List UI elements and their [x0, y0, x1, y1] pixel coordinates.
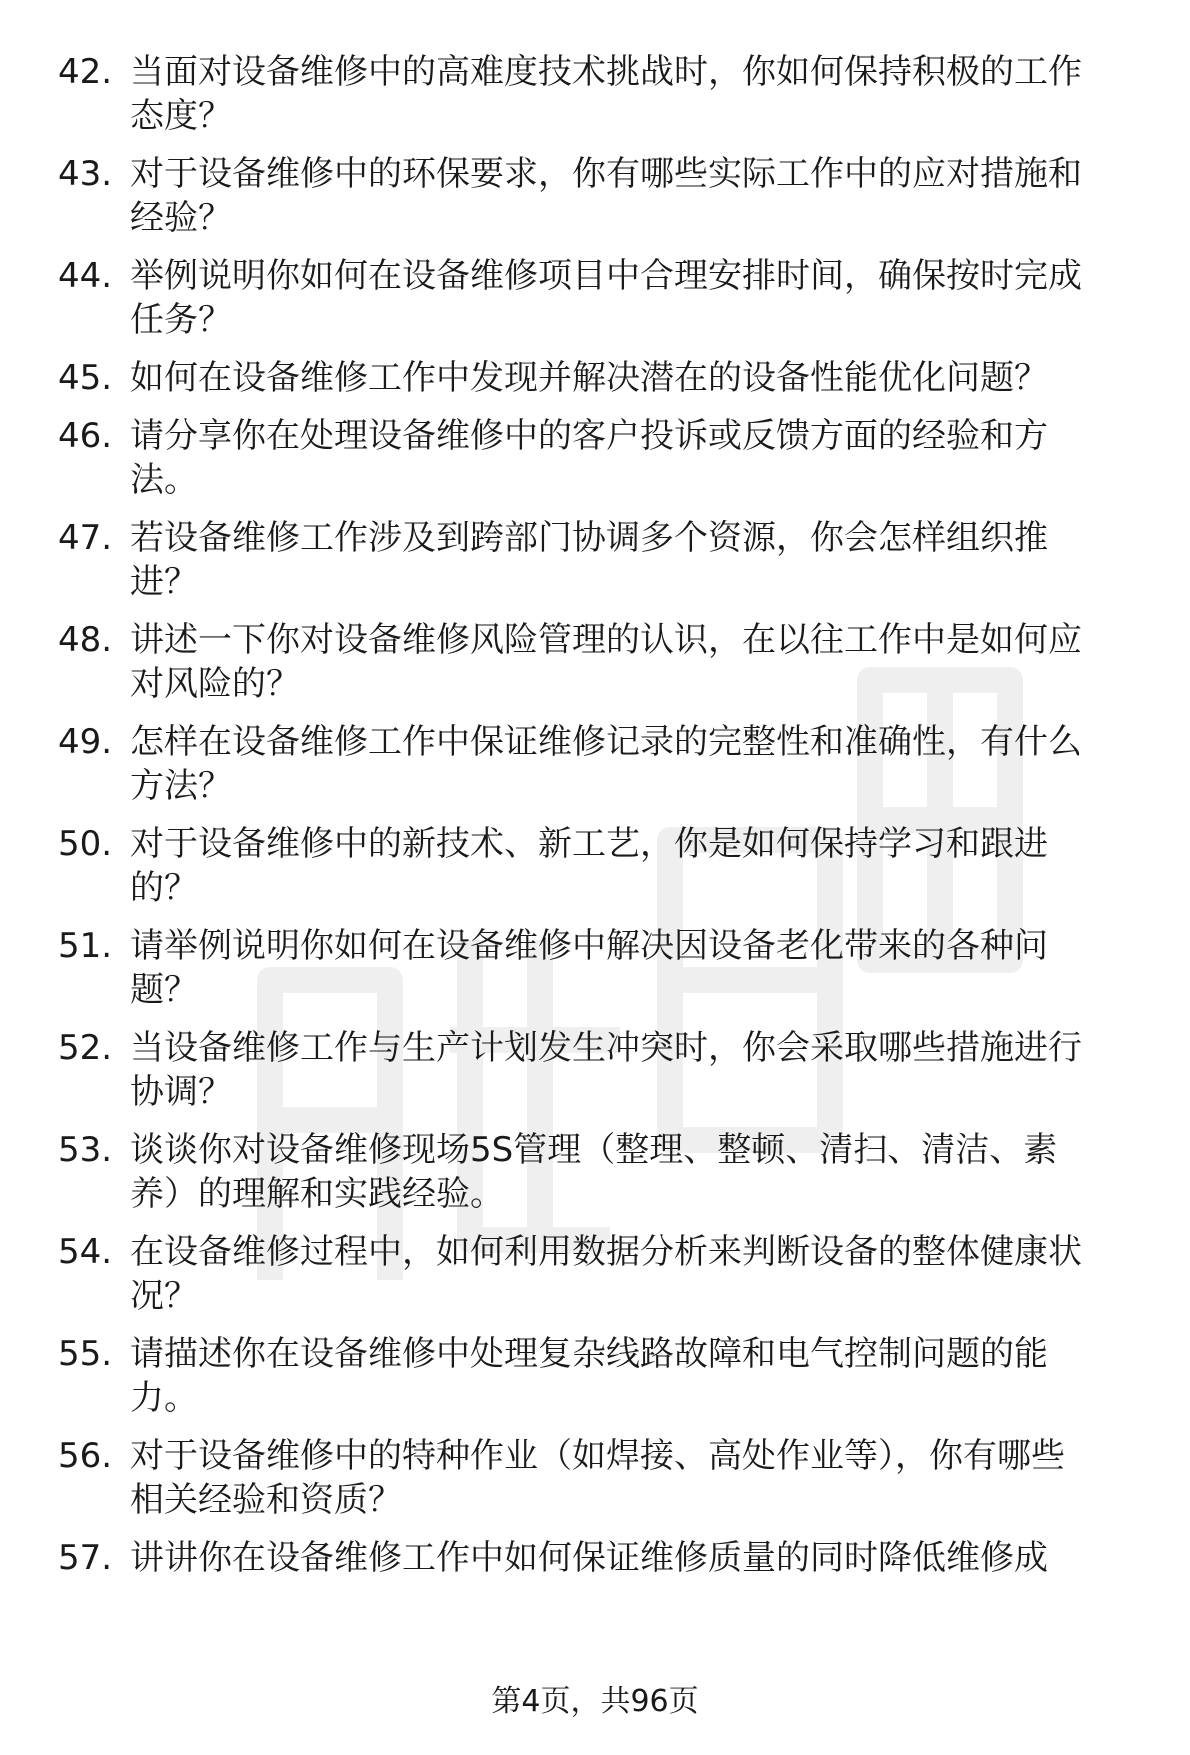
question-number: 44. [58, 256, 113, 296]
question-number: 46. [58, 416, 113, 456]
question-item [58, 152, 1148, 240]
question-text [130, 1332, 1148, 1420]
question-text-line: 养）的理解和实践经验。 [130, 1174, 504, 1214]
question-text [130, 1128, 1148, 1216]
question-text-line: 相关经验和资质？ [130, 1480, 402, 1520]
question-text [130, 152, 1148, 240]
question-text-line: 在设备维修过程中，如何利用数据分析来判断设备的整体健康状 [130, 1232, 1082, 1272]
question-list [58, 50, 1148, 1594]
question-item [58, 924, 1148, 1012]
question-number: 54. [58, 1232, 113, 1272]
question-number: 55. [58, 1334, 113, 1374]
question-number: 45. [58, 358, 113, 398]
question-text [130, 516, 1148, 604]
question-text-line: 谈谈你对设备维修现场5S管理（整理、整顿、清扫、清洁、素 [130, 1130, 1058, 1170]
question-text-line: 请举例说明你如何在设备维修中解决因设备老化带来的各种问 [130, 926, 1048, 966]
question-text [130, 1434, 1148, 1522]
question-text [130, 1536, 1148, 1580]
question-text-line: 进？ [130, 562, 198, 602]
question-number: 57. [58, 1538, 113, 1578]
question-text-line: 请分享你在处理设备维修中的客户投诉或反馈方面的经验和方 [130, 416, 1048, 456]
question-text-line: 讲述一下你对设备维修风险管理的认识，在以往工作中是如何应 [130, 620, 1082, 660]
question-item [58, 254, 1148, 342]
question-item [58, 618, 1148, 706]
question-text-line: 法。 [130, 460, 198, 500]
question-item [58, 822, 1148, 910]
question-text-line: 题？ [130, 970, 198, 1010]
question-number: 51. [58, 926, 113, 966]
page-number-label: 第4页，共96页 [491, 1684, 699, 1719]
question-item [58, 1332, 1148, 1420]
question-text [130, 822, 1148, 910]
question-item [58, 414, 1148, 502]
question-number: 42. [58, 52, 113, 92]
question-number: 56. [58, 1436, 113, 1476]
question-text [130, 254, 1148, 342]
question-text-line: 经验？ [130, 198, 232, 238]
question-text-line: 的？ [130, 868, 198, 908]
question-text-line: 若设备维修工作涉及到跨部门协调多个资源，你会怎样组织推 [130, 518, 1048, 558]
question-text [130, 414, 1148, 502]
question-number: 53. [58, 1130, 113, 1170]
question-item [58, 1128, 1148, 1216]
question-text-line: 协调？ [130, 1072, 232, 1112]
question-text [130, 618, 1148, 706]
question-item [58, 1536, 1148, 1580]
question-item [58, 1230, 1148, 1318]
question-text-line: 举例说明你如何在设备维修项目中合理安排时间，确保按时完成 [130, 256, 1082, 296]
question-text-line: 对于设备维修中的特种作业（如焊接、高处作业等），你有哪些 [130, 1436, 1065, 1476]
question-item [58, 356, 1148, 400]
question-text [130, 720, 1148, 808]
question-text-line: 对于设备维修中的环保要求，你有哪些实际工作中的应对措施和 [130, 154, 1082, 194]
question-text-line: 方法？ [130, 766, 232, 806]
question-text-line: 讲讲你在设备维修工作中如何保证维修质量的同时降低维修成 [130, 1538, 1048, 1578]
question-text-line: 况？ [130, 1276, 198, 1316]
question-text-line: 如何在设备维修工作中发现并解决潜在的设备性能优化问题？ [130, 358, 1048, 398]
question-number: 52. [58, 1028, 113, 1068]
question-item [58, 516, 1148, 604]
question-text-line: 态度？ [130, 96, 232, 136]
question-number: 50. [58, 824, 113, 864]
question-item [58, 1434, 1148, 1522]
question-text-line: 力。 [130, 1378, 198, 1418]
question-number: 48. [58, 620, 113, 660]
question-text-line: 任务？ [130, 300, 232, 340]
question-text-line: 怎样在设备维修工作中保证维修记录的完整性和准确性，有什么 [130, 722, 1082, 762]
question-text-line: 对风险的？ [130, 664, 300, 704]
question-text [130, 1230, 1148, 1318]
question-text-line: 当面对设备维修中的高难度技术挑战时，你如何保持积极的工作 [130, 52, 1082, 92]
question-item [58, 50, 1148, 138]
question-item [58, 1026, 1148, 1114]
page-footer [0, 1682, 1190, 1722]
question-number: 49. [58, 722, 113, 762]
question-number: 47. [58, 518, 113, 558]
question-item [58, 720, 1148, 808]
question-text [130, 356, 1148, 400]
question-text-line: 对于设备维修中的新技术、新工艺，你是如何保持学习和跟进 [130, 824, 1048, 864]
question-number: 43. [58, 154, 113, 194]
question-text [130, 924, 1148, 1012]
question-text-line: 请描述你在设备维修中处理复杂线路故障和电气控制问题的能 [130, 1334, 1048, 1374]
question-text [130, 50, 1148, 138]
question-text [130, 1026, 1148, 1114]
question-text-line: 当设备维修工作与生产计划发生冲突时，你会采取哪些措施进行 [130, 1028, 1082, 1068]
